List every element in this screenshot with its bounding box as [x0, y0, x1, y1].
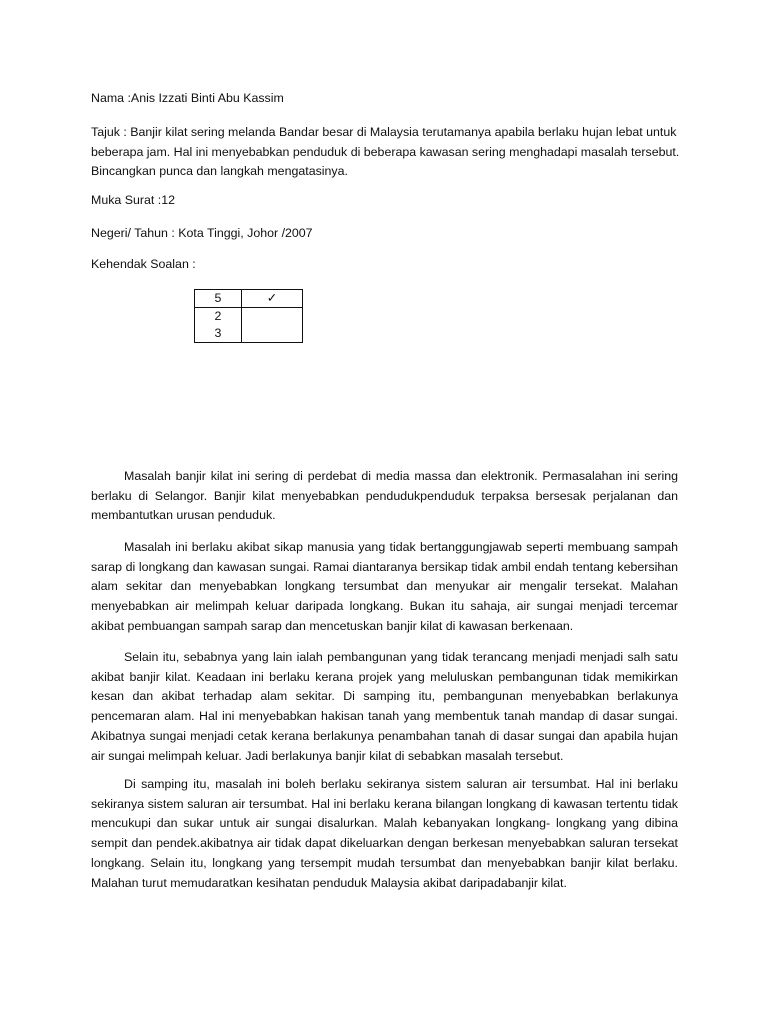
table-cell-number: 2 [214, 309, 222, 323]
table-cell-numbers [195, 308, 242, 343]
question-requirement-label: Kehendak Soalan : [91, 257, 196, 271]
state-year: Negeri/ Tahun : Kota Tinggi, Johor /2007 [91, 226, 313, 240]
check-mark-icon: ✓ [242, 290, 303, 308]
table-cell-number: 3 [214, 326, 222, 340]
table-row [195, 308, 303, 343]
question-requirement-table [194, 289, 303, 343]
table-row [195, 290, 303, 308]
essay-title: Tajuk : Banjir kilat sering melanda Bandar besar di Malaysia terutamanya apabila berlaku hujan lebat untuk beberapa jam. Hal ini menyebabkan penduduk di beberapa kawasan sering menghadapi masalah tersebut. Bincangkan punca dan langkah mengatasinya. [91, 125, 680, 178]
page-number: Muka Surat :12 [91, 193, 176, 207]
paragraph: Di samping itu, masalah ini boleh berlaku sekiranya sistem saluran air tersumbat. Hal ini berlaku sekiranya sistem saluran air tersumbat. Hal ini berlaku kerana bilangan longkang di kawasan tertentu tidak mencukupi dan sukar untuk air sungai disalurkan. Malah kebanyakan longkang- longkang yang dibina sempit dan pendek.akibatnya air tidak dapat dikeluarkan dengan berkesan menyebabkan saluran tersekat longkang. Selain itu, longkang yang tersempit mudah tersumbat dan menyebabkan banjir kilat berlaku. Malahan turut memudaratkan kesihatan penduduk Malaysia akibat daripadabanjir kilat. [91, 777, 678, 890]
paragraph: Selain itu, sebabnya yang lain ialah pembangunan yang tidak terancang menjadi menjadi salh satu akibat banjir kilat. Keadaan ini berlaku kerana projek yang meluluskan pembangunan tidak memikirkan kesan dan akibat terhadap alam sekitar. Di samping itu, pembangunan menyebabkan berlakunya pencemaran alam. Hal ini menyebabkan hakisan tanah yang membentuk tanah mandap di dasar sungai. Akibatnya sungai menjadi cetak kerana berlakunya penambahan tanah di dasar sungai dan apabila hujan air sungai melimpah keluar. Jadi berlakunya banjir kilat di sebabkan masalah tersebut. [91, 650, 678, 763]
table-cell-empty [242, 308, 303, 343]
student-name: Nama :Anis Izzati Binti Abu Kassim [91, 91, 284, 105]
paragraph: Masalah ini berlaku akibat sikap manusia yang tidak bertanggungjawab seperti membuang sampah sarap di longkang dan kawasan sungai. Ramai diantaranya bersikap tidak ambil endah tentang kebersihan alam sekitar dan menyebabkan longkang tersumbat dan menyukar air mengalir tersekat. Malahan menyebabkan air melimpah keluar daripada longkang. Bukan itu sahaja, air sungai menjadi tercemar akibat pembuangan sampah sarap dan mencetuskan banjir kilat di kawasan berkenaan. [91, 540, 678, 633]
table-cell-number: 5 [195, 290, 242, 308]
paragraph: Masalah banjir kilat ini sering di perdebat di media massa dan elektronik. Permasalahan ini sering berlaku di Selangor. Banjir kilat menyebabkan pendudukpenduduk terpaksa bersesak perjalanan dan membantutkan urusan penduduk. [91, 469, 678, 523]
